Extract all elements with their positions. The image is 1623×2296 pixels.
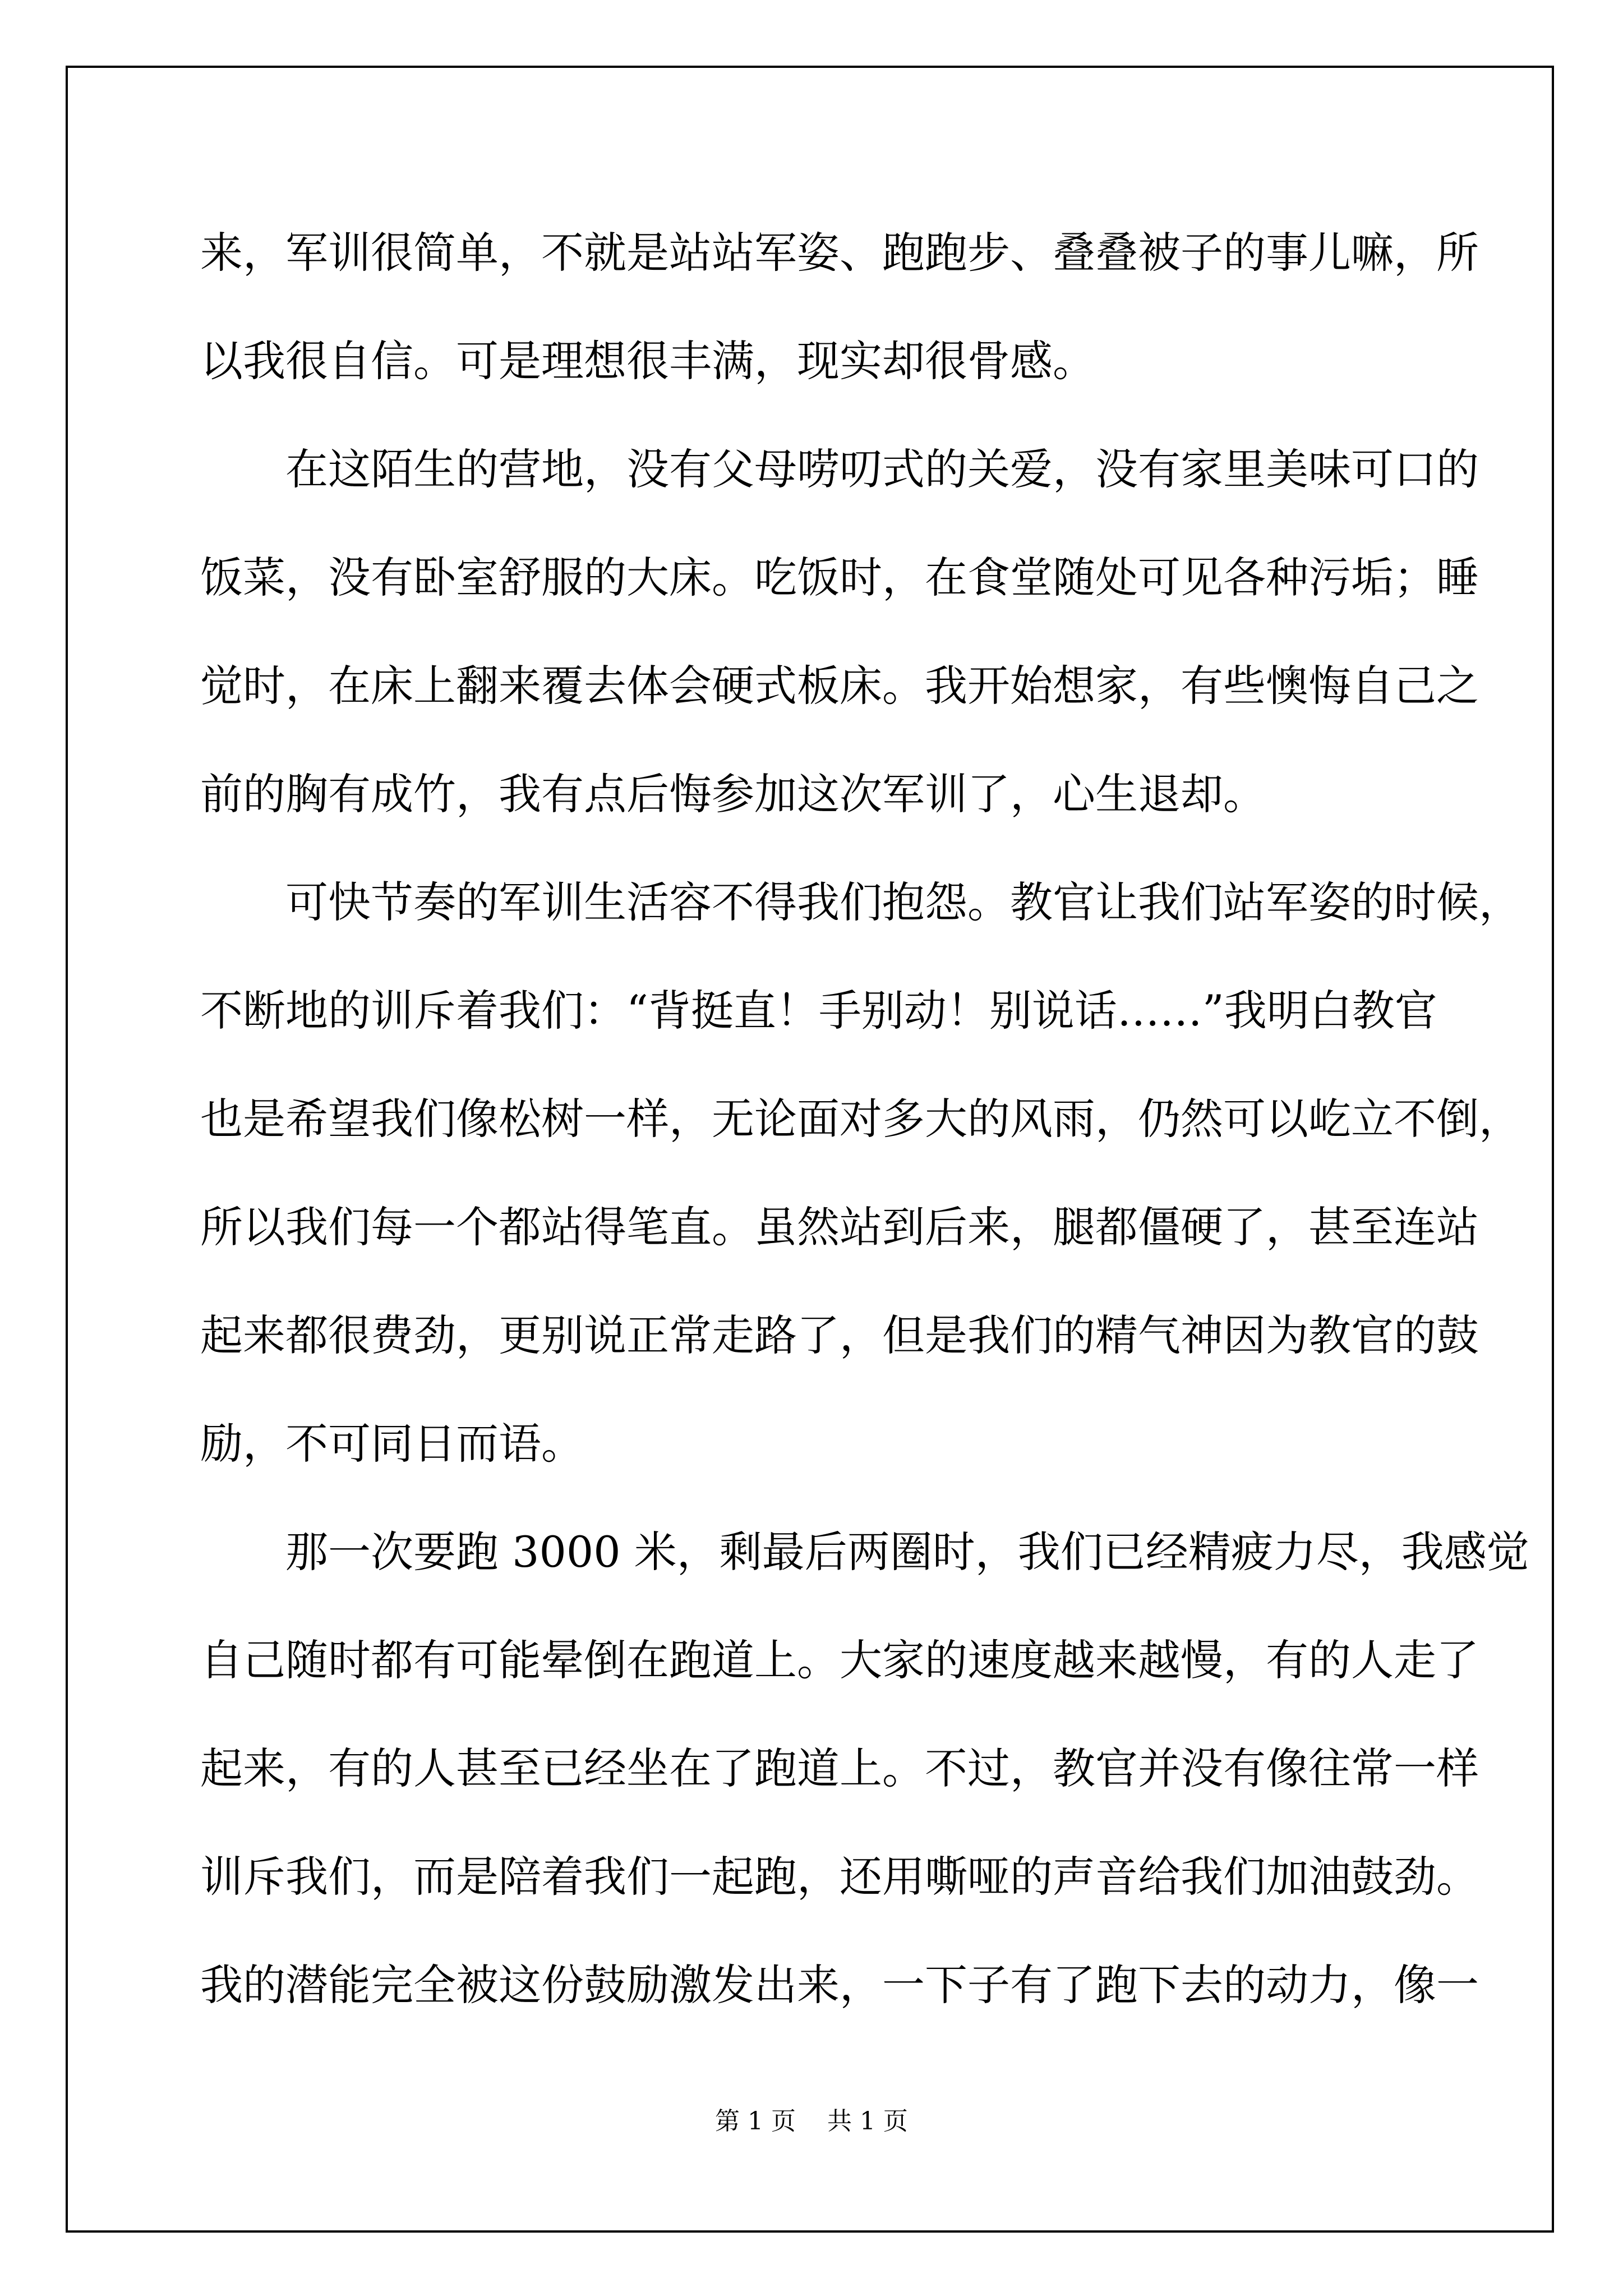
document-body xyxy=(200,210,1529,2051)
text-line: 来，军训很简单，不就是站站军姿、跑跑步、叠叠被子的事儿嘛，所 xyxy=(200,228,1479,278)
text-line: 所以我们每一个都站得笔直。虽然站到后来，腿都僵硬了，甚至连站 xyxy=(200,1202,1479,1252)
text-line: 可快节奏的军训生活容不得我们抱怨。教官让我们站军姿的时候， xyxy=(285,877,1521,927)
text-line: 起来，有的人甚至已经坐在了跑道上。不过，教官并没有像往常一样 xyxy=(200,1743,1479,1793)
text-line: 也是希望我们像松树一样，无论面对多大的风雨，仍然可以屹立不倒， xyxy=(200,1094,1521,1144)
text-line: 以我很自信。可是理想很丰满，现实却很骨感。 xyxy=(200,336,1095,386)
text-line: 起来都很费劲，更别说正常走路了，但是我们的精气神因为教官的鼓 xyxy=(200,1310,1479,1360)
text-line: 训斥我们，而是陪着我们一起跑，还用嘶哑的声音给我们加油鼓劲。 xyxy=(200,1852,1479,1902)
text-line: 自己随时都有可能晕倒在跑道上。大家的速度越来越慢，有的人走了 xyxy=(200,1635,1479,1685)
text-line: 那一次要跑 3000 米，剩最后两圈时，我们已经精疲力尽，我感觉 xyxy=(285,1527,1529,1577)
text-line: 不断地的训斥着我们：“背挺直！手别动！别说话……”我明白教官 xyxy=(200,986,1437,1036)
text-line: 觉时，在床上翻来覆去体会硬式板床。我开始想家，有些懊悔自己之 xyxy=(200,661,1479,711)
text-line: 励，不可同日而语。 xyxy=(200,1419,584,1469)
text-line: 在这陌生的营地，没有父母唠叨式的关爱，没有家里美味可口的 xyxy=(285,444,1479,494)
page-footer: 第 1 页 共 1 页 xyxy=(715,2107,908,2136)
text-line: 前的胸有成竹，我有点后悔参加这次军训了，心生退却。 xyxy=(200,769,1266,819)
text-line: 我的潜能完全被这份鼓励激发出来，一下子有了跑下去的动力，像一 xyxy=(200,1960,1479,2010)
text-line: 饭菜，没有卧室舒服的大床。吃饭时，在食堂随处可见各种污垢；睡 xyxy=(200,553,1479,602)
